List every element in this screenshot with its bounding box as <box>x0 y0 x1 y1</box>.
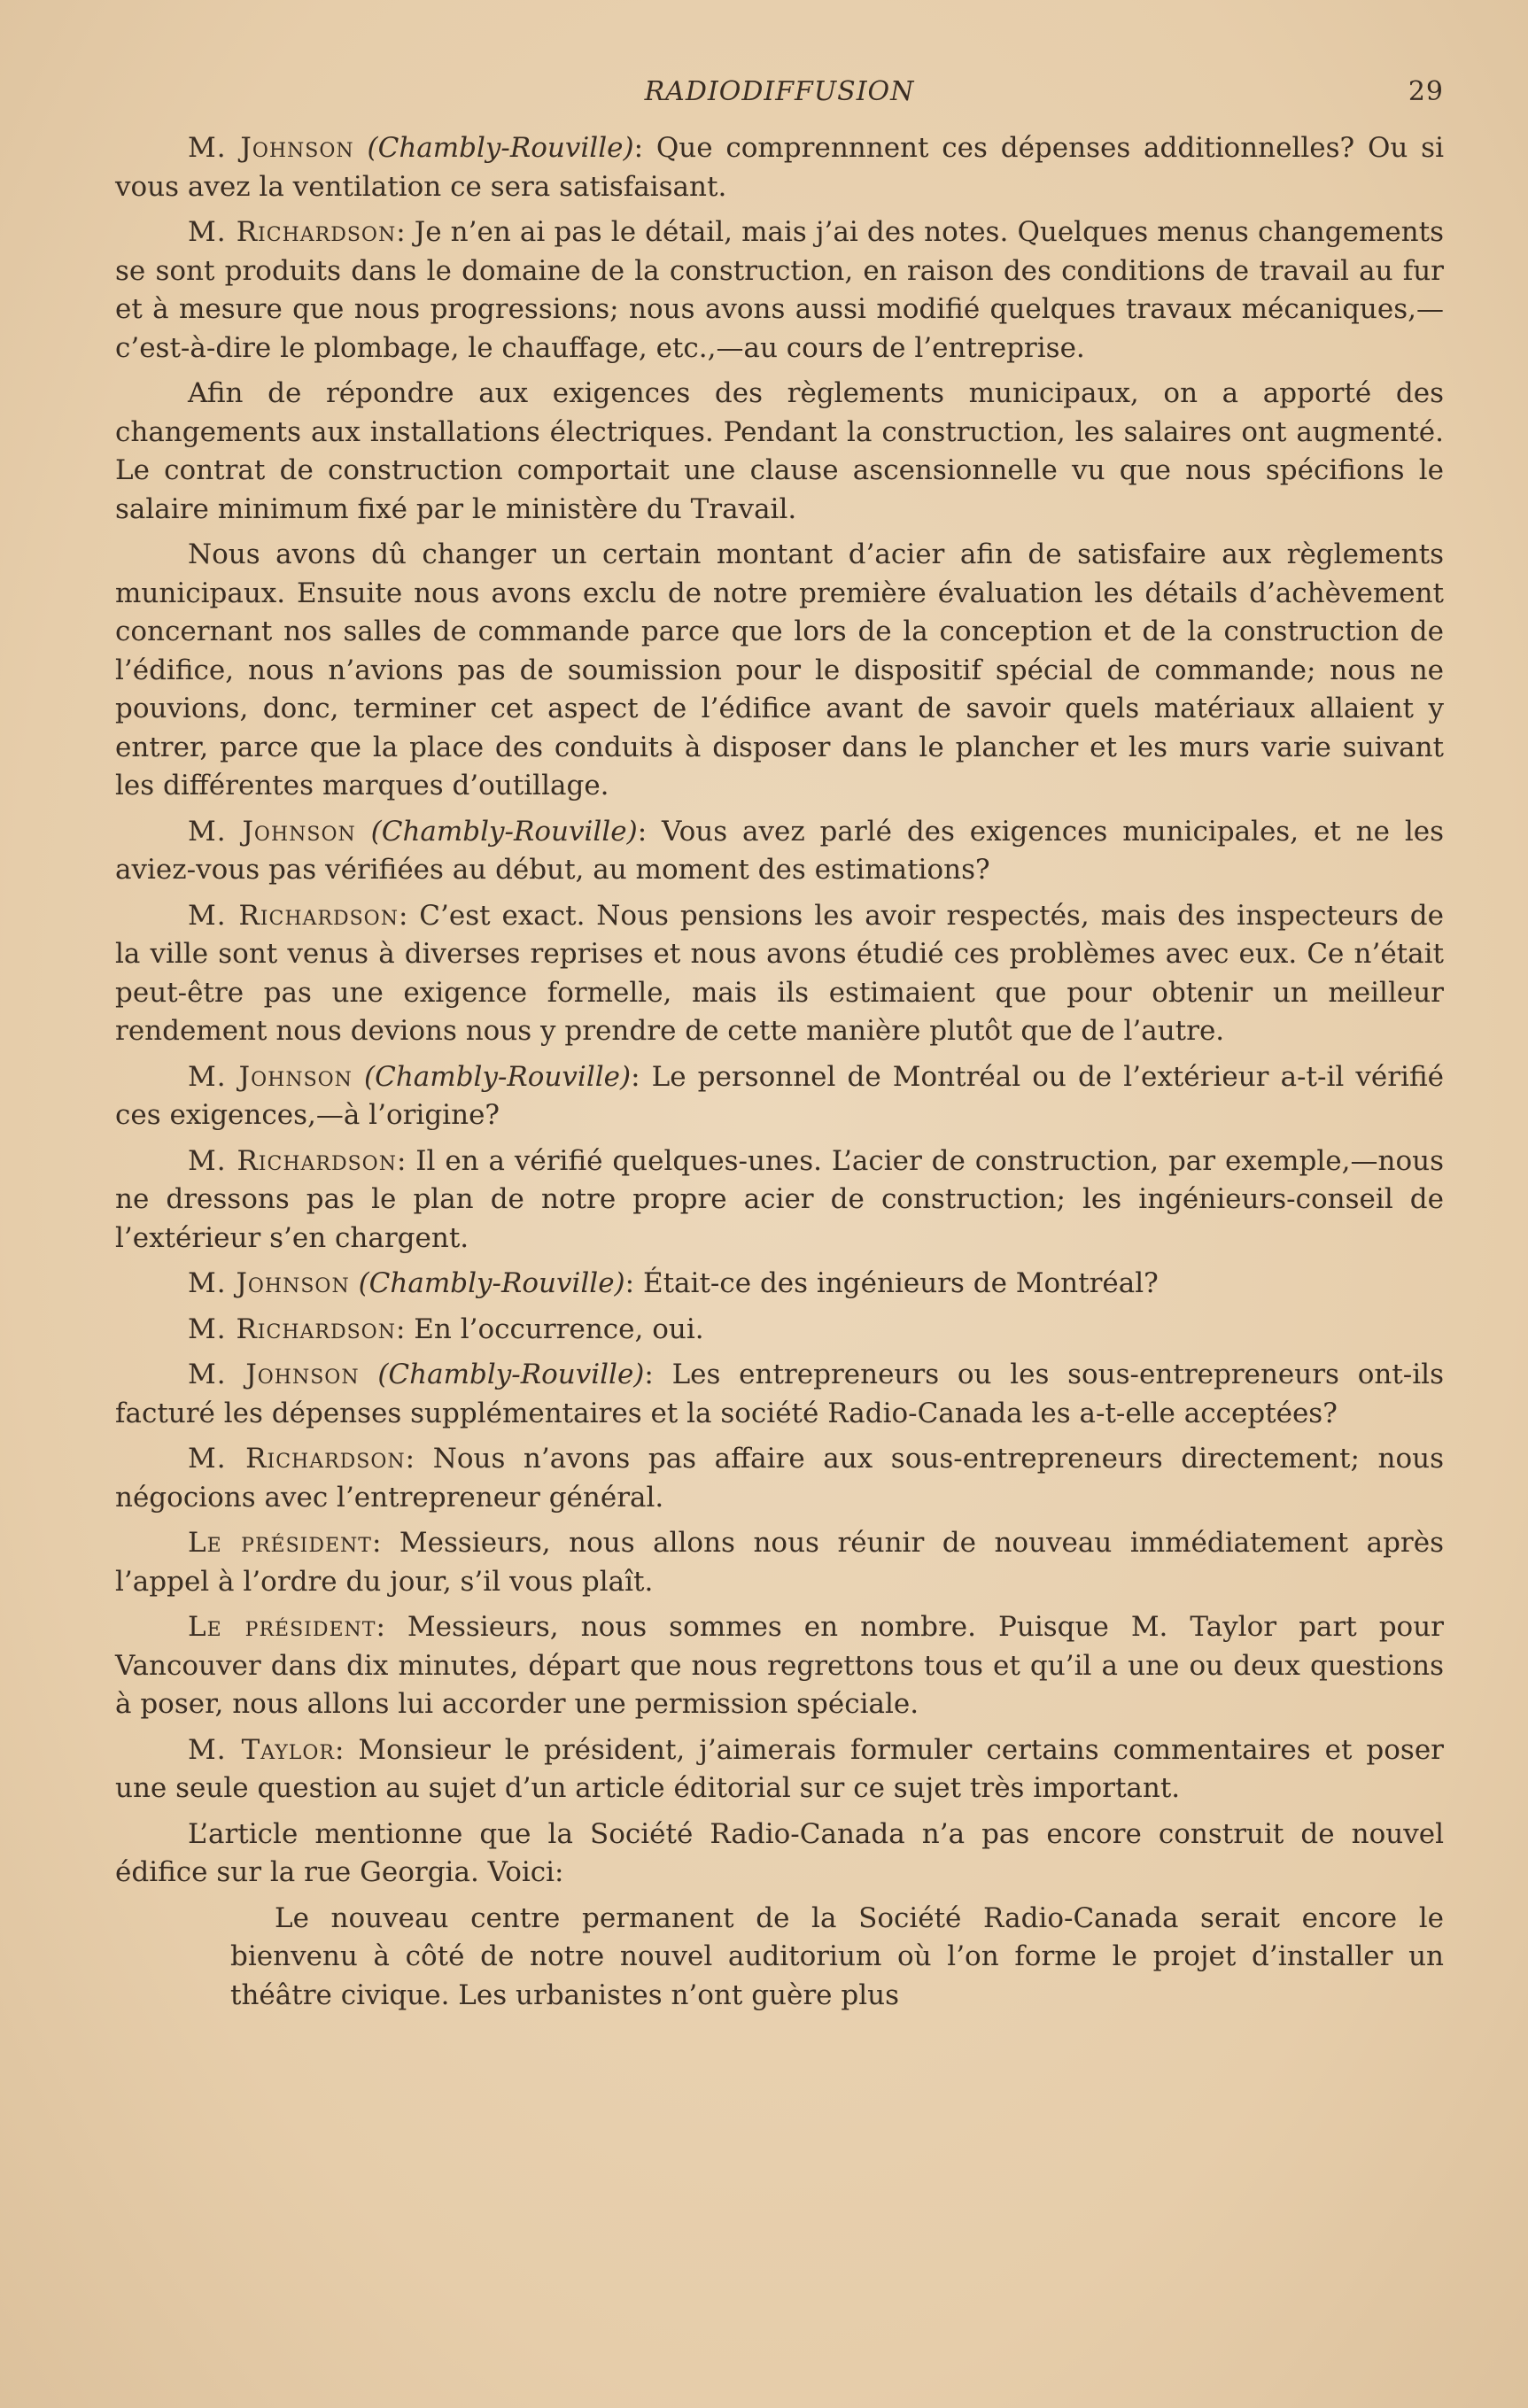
speaker-name: Le président <box>188 1611 376 1643</box>
paragraph: Le président: Messieurs, nous allons nous réunir de nouveau immédiatement après l’appel à l’ordre du jour, s’il vous plaît. <box>115 1527 1444 1598</box>
paragraph-text: Messieurs, nous allons nous réunir de nouveau immédiatement après l’appel à l’ordre du jour, s’il vous plaît. <box>115 1527 1444 1598</box>
speaker-name: M. Taylor <box>188 1733 335 1766</box>
paragraph: M. Richardson: C’est exact. Nous pensions les avoir respectés, mais des inspecteurs de la ville sont venus à diverses reprises et nous avons étudié ces problèmes avec eux. Ce n’était peut-être pas une exigence formelle, mais ils estimaient que pour obtenir un meilleur rendement nous devions nous y prendre de cette manière plutôt que de l’autre. <box>115 899 1444 1047</box>
speaker-name: M. Richardson <box>188 216 397 248</box>
speaker-riding: (Chambly-Rouville) <box>377 1359 645 1390</box>
document-page <box>115 71 1444 2373</box>
paragraph: M. Johnson (Chambly-Rouville): Les entrepreneurs ou les sous-entrepreneurs ont-ils facturé les dépenses supplémentaires et la société Radio-Canada les a-t-elle acceptées? <box>115 1359 1444 1429</box>
block-quote: Le nouveau centre permanent de la Société Radio-Canada serait encore le bienvenu à côté de notre nouvel auditorium où l’on forme le projet d’installer un théâtre civique. Les urbanistes n’ont guère plus <box>230 1901 1444 2011</box>
paragraph-text: Que comprennnent ces dépenses additionnelles? Ou si vous avez la ventilation ce sera satisfaisant. <box>115 132 1444 203</box>
speaker-name: M. Johnson <box>188 1267 350 1299</box>
paragraph: M. Taylor: Monsieur le président, j’aimerais formuler certains commentaires et poser une seule question au sujet d’un article éditorial sur ce sujet très important. <box>115 1733 1445 1804</box>
speaker-name: M. Richardson <box>188 1443 406 1475</box>
page-header <box>115 71 1444 124</box>
paragraph <box>115 375 1444 529</box>
page-number: 29 <box>1408 76 1444 107</box>
speaker-name: M. Johnson <box>188 1060 353 1093</box>
speaker-name: Le président <box>188 1527 372 1559</box>
paragraph: M. Johnson (Chambly-Rouville): Vous avez parlé des exigences municipales, et ne les aviez-vous pas vérifiées au début, au moment des estimations? <box>115 815 1444 886</box>
speaker-riding: (Chambly-Rouville) <box>358 1267 625 1299</box>
speaker-name: M. Johnson <box>188 132 354 164</box>
paragraph: M. Richardson: Il en a vérifié quelques-unes. L’acier de construction, par exemple,—nous ne dressons pas le plan de notre propre acier de construction; les ingénieurs-conseil de l’extérieur s’en chargent. <box>115 1144 1444 1254</box>
paragraph-text: Monsieur le président, j’aimerais formuler certains commentaires et poser une seule question au sujet d’un article éditorial sur ce sujet très important. <box>115 1733 1445 1804</box>
paragraph-text: Afin de répondre aux exigences des règlements municipaux, on a apporté des changements aux installations électriques. Pendant la construction, les salaires ont augmenté. Le contrat de construction comportait une clause ascensionnelle vu que nous spécifions le salaire minimum fixé par le ministère du Travail. <box>115 377 1444 525</box>
paragraph-text: Nous avons dû changer un certain montant d’acier afin de satisfaire aux règlements municipaux. Ensuite nous avons exclu de notre première évaluation les détails d’achèvement concernant nos salles de commande parce que lors de la conception et de la construction de l’édifice, nous n’avions pas de soumission pour le dispositif spécial de commande; nous ne pouvions, donc, terminer cet aspect de l’édifice avant de savoir quels matériaux allaient y entrer, parce que la place des conduits à disposer dans le plancher et les murs varie suivant les différentes marques d’outillage. <box>115 538 1444 801</box>
paragraph: M. Johnson (Chambly-Rouville): Le personnel de Montréal ou de l’extérieur a-t-il vérifié ces exigences,—à l’origine? <box>115 1060 1444 1131</box>
speaker-name: M. Johnson <box>188 815 356 848</box>
paragraph: M. Johnson (Chambly-Rouville): Était-ce des ingénieurs de Montréal? <box>188 1267 1159 1299</box>
paragraph: Le président: Messieurs, nous sommes en nombre. Puisque M. Taylor part pour Vancouver dans dix minutes, départ que nous regrettons tous et qu’il a une ou deux questions à poser, nous allons lui accorder une permission spéciale. <box>115 1611 1444 1720</box>
speaker-name: M. Richardson <box>188 899 399 932</box>
paragraph <box>115 536 1444 806</box>
running-title: RADIODIFFUSION <box>644 76 915 107</box>
paragraph-text: Le personnel de Montréal ou de l’extérieur a-t-il vérifié ces exigences,—à l’origine? <box>115 1060 1444 1131</box>
paragraph-text: Il en a vérifié quelques-unes. L’acier de construction, par exemple,—nous ne dressons pas le plan de notre propre acier de construction; les ingénieurs-conseil de l’extérieur s’en chargent. <box>115 1144 1444 1254</box>
speaker-riding: (Chambly-Rouville) <box>370 815 638 848</box>
speaker-riding: (Chambly-Rouville) <box>367 132 634 164</box>
body-text <box>115 129 1444 2015</box>
speaker-name: M. Richardson <box>188 1144 397 1177</box>
paragraph <box>115 1816 1444 1893</box>
paragraph-text: Messieurs, nous sommes en nombre. Puisque M. Taylor part pour Vancouver dans dix minutes, départ que nous regrettons tous et qu’il a une ou deux questions à poser, nous allons lui accorder une permission spéciale. <box>115 1611 1444 1720</box>
paragraph-text: C’est exact. Nous pensions les avoir respectés, mais des inspecteurs de la ville sont venus à diverses reprises et nous avons étudié ces problèmes avec eux. Ce n’était peut-être pas une exigence formelle, mais ils estimaient que pour obtenir un meilleur rendement nous devions nous y prendre de cette manière plutôt que de l’autre. <box>115 899 1444 1047</box>
speaker-name: M. Richardson <box>188 1312 396 1345</box>
paragraph: M. Johnson (Chambly-Rouville): Que comprennnent ces dépenses additionnelles? Ou si vous avez la ventilation ce sera satisfaisant. <box>115 132 1444 203</box>
paragraph-text: Les entrepreneurs ou les sous-entrepreneurs ont-ils facturé les dépenses supplémentaires et la société Radio-Canada les a-t-elle acceptées? <box>115 1359 1444 1429</box>
paragraph: M. Richardson: Nous n’avons pas affaire aux sous-entrepreneurs directement; nous négocions avec l’entrepreneur général. <box>115 1443 1444 1514</box>
paragraph-text: Nous n’avons pas affaire aux sous-entrepreneurs directement; nous négocions avec l’entrepreneur général. <box>115 1443 1444 1514</box>
paragraph-text: En l’occurrence, oui. <box>405 1312 704 1345</box>
paragraph-text: L’article mentionne que la Société Radio-Canada n’a pas encore construit de nouvel édifice sur la rue Georgia. Voici: <box>115 1817 1444 1888</box>
paragraph-text: Vous avez parlé des exigences municipales, et ne les aviez-vous pas vérifiées au début, au moment des estimations? <box>115 815 1444 886</box>
paragraph: M. Richardson: En l’occurrence, oui. <box>188 1312 704 1345</box>
speaker-name: M. Johnson <box>188 1359 360 1390</box>
paragraph-text: Était-ce des ingénieurs de Montréal? <box>634 1267 1159 1299</box>
paragraph-text: Je n’en ai pas le détail, mais j’ai des notes. Quelques menus changements se sont produits dans le domaine de la construction, en raison des conditions de travail au fur et à mesure que nous progressions; nous avons aussi modifié quelques travaux mécaniques,—c’est-à-dire le plombage, le chauffage, etc.,—au cours de l’entreprise. <box>115 216 1444 364</box>
speaker-riding: (Chambly-Rouville) <box>364 1060 632 1093</box>
paragraph: M. Richardson: Je n’en ai pas le détail, mais j’ai des notes. Quelques menus changements se sont produits dans le domaine de la construction, en raison des conditions de travail au fur et à mesure que nous progressions; nous avons aussi modifié quelques travaux mécaniques,—c’est-à-dire le plombage, le chauffage, etc.,—au cours de l’entreprise. <box>115 216 1444 364</box>
